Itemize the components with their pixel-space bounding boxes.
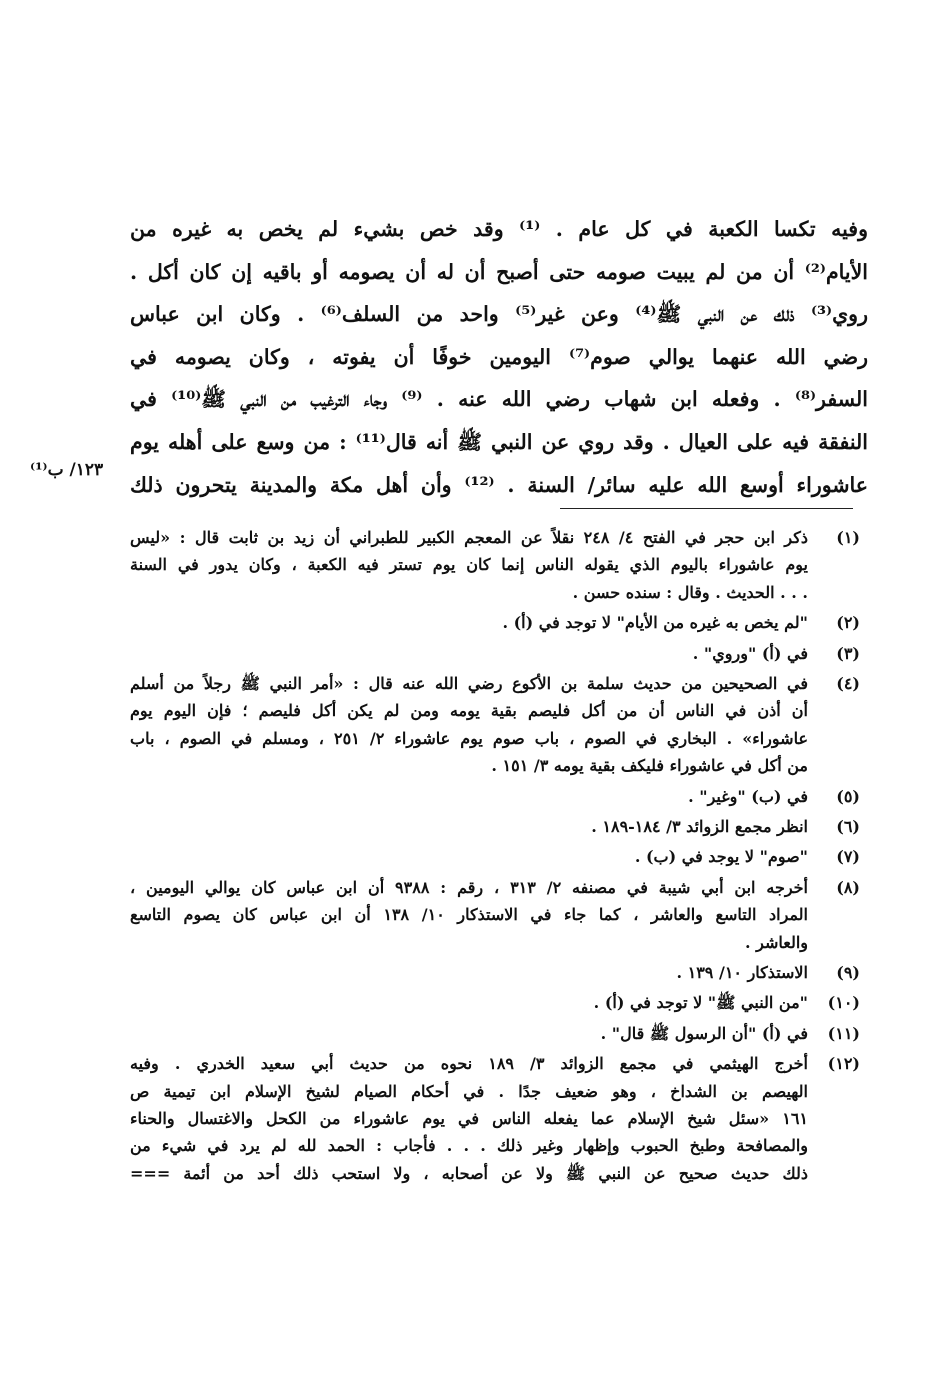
footnote-text: [130, 524, 808, 606]
main-text-line: النفقة فيه على العيال . وقد روي عن النبي ﷺ أنه قال⁽¹¹⁾ : من وسع على أهله يوم: [130, 429, 868, 454]
footnote: [130, 783, 860, 810]
footnote-text: [130, 609, 808, 636]
footnote-number: (٤): [836, 673, 860, 693]
footnote: [130, 874, 860, 956]
footnote-line: انظر مجمع الزوائد ٣/ ١٨٤-١٨٩ .: [591, 816, 808, 836]
manuscript-folio-note: ١٢٣/ ب⁽¹⁾: [30, 460, 104, 480]
footnote-line: "لم يخص به غيره من الأيام" لا توجد في (أ) .: [502, 613, 808, 633]
footnote-line: أخرج الهيثمي في مجمع الزوائد ٣/ ١٨٩ نحوه من حديث أبي سعيد الخدري . وفيه: [130, 1054, 808, 1074]
footnote-number: (٥): [836, 786, 860, 806]
footnote-text: [130, 989, 808, 1016]
footnote-number: (١): [836, 528, 860, 547]
footnote-number: (١٠): [827, 993, 860, 1013]
footnote-line: من أكل في عاشوراء فليكف بقية يومه ٣/ ١٥١ .: [491, 756, 808, 776]
footnote: [130, 524, 860, 606]
footnote-line: ذلك حديث صحيح عن النبي ﷺ ولا عن أصحابه ، ولا استحب ذلك أحد من أئمة ===: [130, 1163, 808, 1183]
footnote-text: [130, 783, 808, 810]
footnote-line: في (أ) "وروي" .: [692, 643, 808, 663]
footnote: [130, 670, 860, 780]
main-text-line: روي⁽³⁾ ذلك عن النبي ﷺ⁽⁴⁾ وعن غير⁽⁵⁾ واحد من السلف⁽⁶⁾ . وكان ابن عباس: [130, 302, 868, 327]
footnote-line: الاستذكار ١٠/ ١٣٩ .: [676, 962, 808, 982]
footnote-divider: [560, 508, 853, 509]
footnote: [130, 843, 860, 870]
footnote-text: [130, 670, 808, 780]
footnote-line: يوم عاشوراء باليوم الذي يقوله الناس إنما كان يوم تستر فيه الكعبة ، وكان يدور في السنة: [130, 555, 808, 575]
footnote-text: [130, 874, 808, 956]
footnote-line: ذكر ابن حجر في الفتح ٤/ ٢٤٨ نقلاً عن المعجم الكبير للطبراني أن زيد بن ثابت قال : «ليس: [130, 528, 808, 547]
footnote-line: المراد التاسع والعاشر ، كما جاء في الاستذكار ١٠/ ١٣٨ أن ابن عباس كان يصوم التاسع: [130, 905, 808, 925]
footnote: [130, 1020, 860, 1047]
main-text-line: السفر⁽⁸⁾ . وفعله ابن شهاب رضي الله عنه . ⁽⁹⁾ وجاء الترغيب من النبي ﷺ⁽¹⁰⁾ في: [130, 387, 868, 412]
footnote-text: [130, 959, 808, 986]
footnote-line: في (ب) "وغير" .: [688, 786, 808, 806]
footnote-text: [130, 1050, 808, 1187]
footnote: [130, 609, 860, 636]
footnote: [130, 813, 860, 840]
footnote-line: ١٦١ «سئل شيخ الإسلام عما يفعله الناس في يوم عاشوراء من الكحل والاغتسال والحناء: [130, 1108, 808, 1128]
footnote: [130, 640, 860, 667]
footnote-text: [130, 843, 808, 870]
footnote-number: (١٢): [827, 1054, 860, 1074]
footnote-line: "صوم" لا يوجد في (ب) .: [634, 847, 808, 867]
footnote-line: أن أذن في الناس أن من أكل فليصم بقية يومه ومن لم يكن أكل فليصم ؛ فإن اليوم يوم: [130, 701, 808, 721]
footnote-line: الهيصم بن الشداخ ، وهو ضعيف جدًا . في أحكام الصيام لشيخ الإسلام ابن تيمية ص: [130, 1081, 808, 1101]
footnote-number: (٧): [836, 847, 860, 867]
main-text-line: رضي الله عنهما يوالي صوم⁽⁷⁾ اليومين خوفًا أن يفوته ، وكان يصومه في: [130, 344, 868, 369]
main-text-line: الأيام⁽²⁾ أن من لم يبيت صومه حتى أصبح أن له أن يصومه أو باقيه إن كان أكل .: [130, 259, 868, 284]
footnote-text: [130, 1020, 808, 1047]
footnote-text: [130, 813, 808, 840]
footnote: [130, 959, 860, 986]
footnote-text: [130, 640, 808, 667]
main-text-line: عاشوراء أوسع الله عليه سائر/ السنة . ⁽¹²⁾ وأن أهل مكة والمدينة يتحرون ذلك: [130, 472, 868, 497]
footnote: [130, 1050, 860, 1187]
footnote: [130, 989, 860, 1016]
footnote-line: في (أ) "أن الرسول ﷺ قال" .: [600, 1023, 808, 1043]
footnote-line: والعاشر .: [744, 932, 808, 952]
footnote-number: (٢): [836, 613, 860, 633]
footnote-line: في الصحيحين من حديث سلمة بن الأكوع رضي الله عنه قال : «أمر النبي ﷺ رجلاً من أسلم: [130, 673, 808, 693]
footnote-line: "من النبي ﷺ" لا توجد في (أ) .: [593, 993, 808, 1013]
footnotes-block: [130, 524, 860, 1190]
footnote-line: عاشوراء» . البخاري في الصوم ، باب صوم يوم عاشوراء ٢/ ٢٥١ ، ومسلم في الصوم ، باب: [130, 728, 808, 748]
footnote-number: (٦): [836, 816, 860, 836]
footnote-number: (١١): [827, 1023, 860, 1043]
footnote-number: (٨): [836, 877, 860, 897]
footnote-number: (٩): [836, 962, 860, 982]
main-text-line: وفيه تكسا الكعبة في كل عام . ⁽¹⁾ وقد خص بشيء لم يخص به غيره من: [130, 217, 868, 241]
footnote-line: والمصافحة وطبخ الحبوب وإظهار وغير ذلك . . . فأجاب : الحمد لله لم يرد في شيء من: [130, 1136, 808, 1156]
footnote-number: (٣): [836, 643, 860, 663]
main-text-block: [130, 208, 868, 506]
footnote-line: . . . الحديث . وقال : سنده حسن .: [572, 582, 808, 602]
footnote-line: أخرجه ابن أبي شيبة في مصنفه ٢/ ٣١٣ ، رقم : ٩٣٨٨ أن ابن عباس كان يوالي اليومين ،: [130, 877, 808, 897]
